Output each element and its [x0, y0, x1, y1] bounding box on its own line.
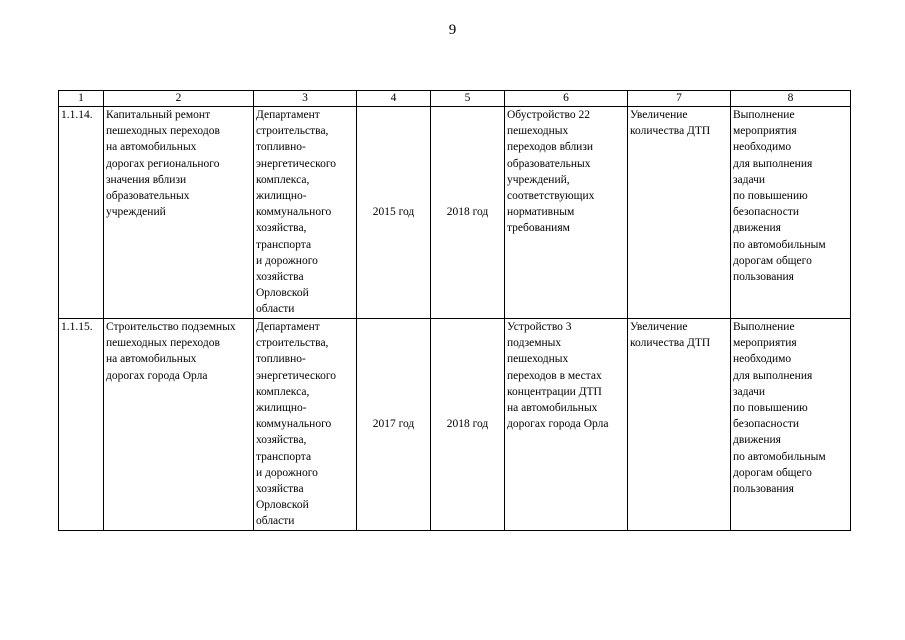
header-cell-5: 5 [431, 91, 505, 107]
start-year-cell: 2015 год [357, 107, 431, 319]
executor-cell: Департамент строительства, топливно- энергетического комплекса, жилищно- коммунального хозяйства, транспорта и дорожного хозяйства Орловской области [254, 107, 357, 319]
consequence-cell: Увеличение количества ДТП [628, 319, 731, 531]
relation-cell: Выполнение мероприятия необходимо для выполнения задачи по повышению безопасности движения по автомобильным дорогам общего пользования [731, 107, 851, 319]
header-cell-2: 2 [104, 91, 254, 107]
relation-cell: Выполнение мероприятия необходимо для выполнения задачи по повышению безопасности движения по автомобильным дорогам общего пользования [731, 319, 851, 531]
measure-name-cell: Капитальный ремонт пешеходных переходов на автомобильных дорогах регионального значения вблизи образовательных учреждений [104, 107, 254, 319]
row-number-cell: 1.1.15. [59, 319, 104, 531]
start-year-cell: 2017 год [357, 319, 431, 531]
table-row [59, 319, 851, 531]
end-year-cell: 2018 год [431, 319, 505, 531]
header-cell-4: 4 [357, 91, 431, 107]
expected-result-cell: Обустройство 22 пешеходных переходов вблизи образовательных учреждений, соответствующих нормативным требованиям [505, 107, 628, 319]
header-cell-8: 8 [731, 91, 851, 107]
header-cell-1: 1 [59, 91, 104, 107]
header-cell-6: 6 [505, 91, 628, 107]
header-cell-3: 3 [254, 91, 357, 107]
measures-table [58, 90, 851, 531]
row-number-cell: 1.1.14. [59, 107, 104, 319]
end-year-cell: 2018 год [431, 107, 505, 319]
executor-cell: Департамент строительства, топливно- энергетического комплекса, жилищно- коммунального хозяйства, транспорта и дорожного хозяйства Орловской области [254, 319, 357, 531]
table-header-row [59, 91, 851, 107]
consequence-cell: Увеличение количества ДТП [628, 107, 731, 319]
header-cell-7: 7 [628, 91, 731, 107]
expected-result-cell: Устройство 3 подземных пешеходных переходов в местах концентрации ДТП на автомобильных дорогах города Орла [505, 319, 628, 531]
page-number: 9 [448, 22, 457, 38]
measure-name-cell: Строительство подземных пешеходных переходов на автомобильных дорогах города Орла [104, 319, 254, 531]
table-row [59, 107, 851, 319]
